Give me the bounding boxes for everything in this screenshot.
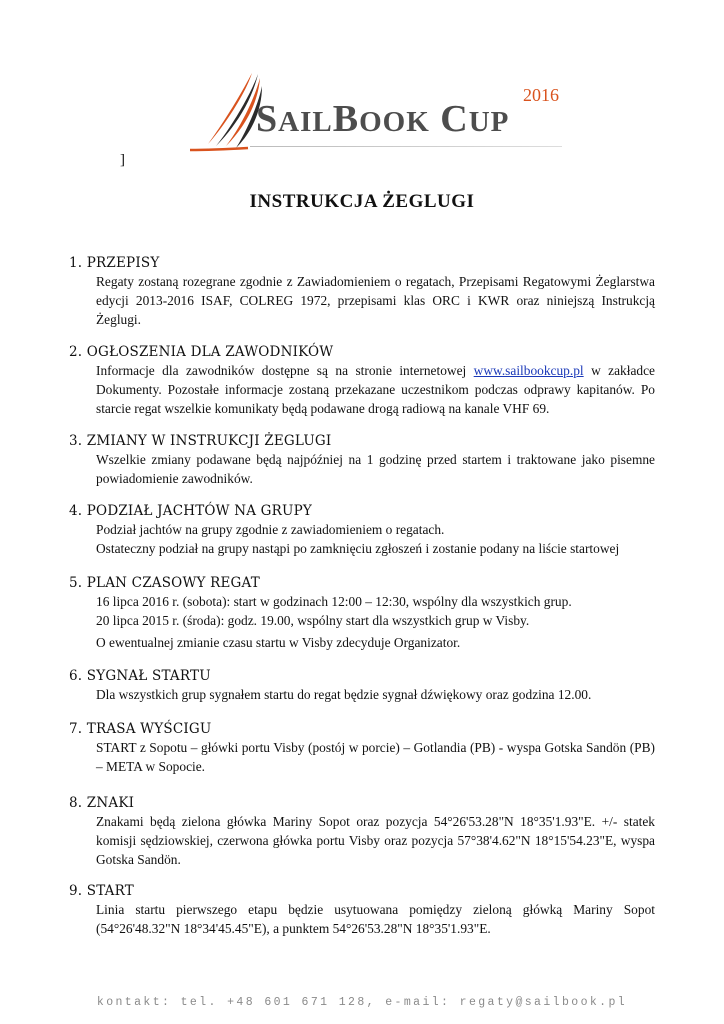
section-start xyxy=(69,882,655,938)
section-text: Ostateczny podział na grupy nastąpi po zamknięciu zgłoszeń i zostanie podany na liście startowej xyxy=(96,541,620,556)
section-text: Informacje dla zawodników dostępne są na stronie internetowej www.sailbookcup.pl w zakładce Dokumenty. Pozostałe informacje zostaną przekazane uczestnikom podczas odprawy kapitanów. Po starcie regat wszelkie komunikaty będą podawane drogą radiową na kanale VHF 69. xyxy=(96,363,655,416)
brand-name: SAILBOOK CUP xyxy=(256,98,510,140)
section-heading: 6. SYGNAŁ STARTU xyxy=(69,668,211,684)
section-text: START z Sopotu – główki portu Visby (postój w porcie) – Gotlandia (PB) - wyspa Gotska Sandön (PB) – META w Sopocie. xyxy=(96,740,655,774)
section-heading: 4. PODZIAŁ JACHTÓW NA GRUPY xyxy=(69,503,313,519)
website-link[interactable]: www.sailbookcup.pl xyxy=(473,363,584,378)
section-text: Regaty zostaną rozegrane zgodnie z Zawiadomieniem o regatach, Przepisami Regatowymi Żeglarstwa edycji 2013-2016 ISAF, COLREG 1972, przepisami klas ORC i KWR oraz niniejszą Instrukcją Żeglugi. xyxy=(96,274,655,327)
section-text: Linia startu pierwszego etapu będzie usytuowana pomiędzy zieloną główką Mariny Sopot (54°26'48.32"N 18°34'45.45"E), a punktem 54°26'53.28"N 18°35'1.93"E. xyxy=(96,902,655,936)
section-sygnal xyxy=(69,667,655,704)
section-text: 20 lipca 2015 r. (środa): godz. 19.00, wspólny start dla wszystkich grup w Visby. xyxy=(96,613,530,628)
section-trasa xyxy=(69,720,655,776)
section-plan xyxy=(69,574,655,652)
section-podzial xyxy=(69,502,655,558)
section-text: 16 lipca 2016 r. (sobota): start w godzinach 12:00 – 12:30, wspólny dla wszystkich grup. xyxy=(96,594,572,609)
section-text: O ewentualnej zmianie czasu startu w Visby zdecyduje Organizator. xyxy=(96,635,461,650)
section-heading: 8. ZNAKI xyxy=(69,795,135,811)
section-text: Znakami będą zielona główka Mariny Sopot oraz pozycja 54°26'53.28"N 18°35'1.93"E. +/- statek komisji sędziowskiej, czerwona główka portu Visby oraz pozycja 57°38'4.62"N 18°15'54.23"E, wyspa Gotska Sandön. xyxy=(96,814,655,867)
document-title: INSTRUKCJA ŻEGLUGI xyxy=(249,191,475,212)
section-heading: 3. ZMIANY W INSTRUKCJI ŻEGLUGI xyxy=(69,433,332,449)
section-zmiany xyxy=(69,432,655,488)
logo-year: 2016 xyxy=(523,85,559,105)
section-text: Wszelkie zmiany podawane będą najpóźniej na 1 godzinę przed startem i traktowane jako pisemne powiadomienie zawodników. xyxy=(96,452,655,486)
logo-underline xyxy=(250,146,562,147)
section-heading: 9. START xyxy=(69,883,134,899)
section-text: Podział jachtów na grupy zgodnie z zawiadomieniem o regatach. xyxy=(96,522,445,537)
section-text: Dla wszystkich grup sygnałem startu do regat będzie sygnał dźwiękowy oraz godzina 12.00. xyxy=(96,687,592,702)
section-heading: 1. PRZEPISY xyxy=(69,255,160,271)
contact-footer: kontakt: tel. +48 601 671 128, e-mail: regaty@sailbook.pl xyxy=(96,996,628,1009)
section-heading: 5. PLAN CZASOWY REGAT xyxy=(69,575,260,591)
section-ogloszenia xyxy=(69,343,655,418)
section-heading: 7. TRASA WYŚCIGU xyxy=(69,721,212,737)
section-heading: 2. OGŁOSZENIA DLA ZAWODNIKÓW xyxy=(69,344,334,360)
section-przepisy xyxy=(69,254,655,329)
section-znaki xyxy=(69,794,655,869)
stray-bracket: ] xyxy=(120,152,125,168)
